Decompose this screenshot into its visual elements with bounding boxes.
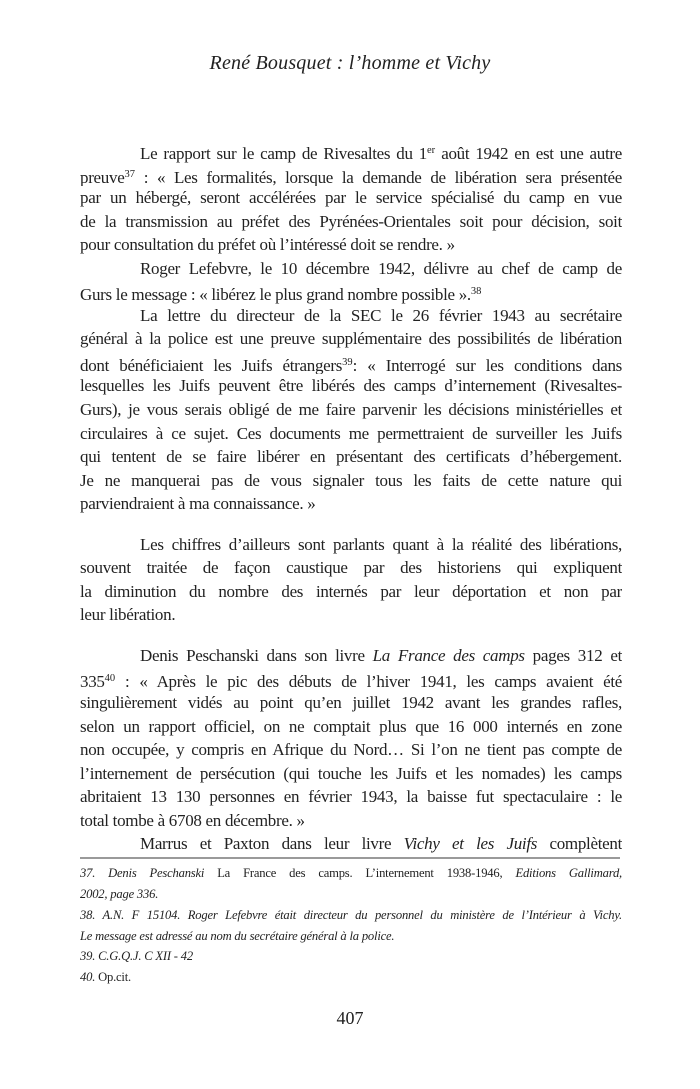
footnote-line — [80, 926, 622, 947]
text-segment: Gurs), je vous serais obligé de me faire parvenir les décisions ministérielles et — [80, 400, 622, 420]
text-segment: 335 — [80, 672, 105, 692]
footnote-line — [80, 946, 622, 967]
book-title: Vichy et les Juifs — [403, 834, 538, 854]
footnote — [80, 863, 622, 905]
text-segment: 38. A.N. F 15104. Roger Lefebvre était directeur du personnel du ministère de l’Intérieur à Vichy. — [80, 907, 622, 922]
text-segment: Je ne manquerai pas de vous signaler tous les faits de cette nature qui — [80, 470, 622, 490]
text-segment: pour consultation du préfet où l’intéressé doit se rendre. » — [80, 235, 455, 255]
text-line — [80, 580, 622, 604]
footnote-marker: 37 — [124, 168, 135, 180]
footnote-marker: er — [426, 145, 436, 156]
text-segment: 39. C.G.Q.J. C XII - 42 — [80, 949, 193, 964]
text-segment: total tombe à 6708 en décembre. » — [80, 810, 305, 830]
text-line — [80, 738, 622, 762]
text-segment: qui tentent de se faire libérer en présentant des certificats d’hébergement. — [80, 447, 622, 467]
text-line — [80, 785, 622, 809]
paragraph — [80, 533, 622, 627]
text-segment: souvent traitée de façon caustique par des historiens qui expliquent — [80, 558, 622, 578]
text-line — [80, 533, 622, 557]
footnote — [80, 967, 622, 988]
paragraph — [80, 139, 622, 257]
body-text — [80, 139, 622, 988]
text-segment: Le rapport sur le camp de Rivesaltes du 1 — [140, 144, 427, 163]
text-line — [80, 809, 622, 833]
text-segment: Denis Peschanski dans son livre — [140, 645, 373, 665]
text-line — [80, 304, 622, 328]
text-segment: abritaient 13 130 personnes en février 1943, la baisse fut spectaculaire : le — [80, 787, 622, 807]
text-segment: Gurs le message : « libérez le plus grand nombre possible ». — [80, 285, 471, 304]
text-segment: Les chiffres d’ailleurs sont parlants quant à la réalité des libérations, — [140, 534, 622, 554]
text-line — [80, 351, 622, 375]
text-line — [80, 445, 622, 469]
text-segment: parviendraient à ma connaissance. » — [80, 494, 316, 514]
text-line — [80, 603, 622, 627]
text-segment: Marrus et Paxton dans leur livre — [140, 834, 404, 854]
text-segment: l’internement de persécution (qui touche les Juifs et les nomades) les camps — [80, 763, 622, 783]
text-segment: lesquelles les Juifs peuvent être libérés des camps d’internement (Rivesaltes- — [80, 376, 622, 396]
book-title: La France des camps — [372, 645, 525, 665]
paragraph — [80, 832, 622, 856]
text-segment: Le message est adressé au nom du secrétaire général à la police. — [80, 928, 395, 943]
text-segment: preuve — [80, 167, 125, 187]
text-segment: : « Après le pic des débuts de l’hiver 1941, les camps avaient été — [115, 672, 622, 692]
text-line — [80, 715, 622, 739]
paragraph-container — [80, 139, 622, 856]
text-line — [80, 186, 622, 210]
text-segment: général à la police est une preuve supplémentaire des possibilités de libération — [80, 329, 622, 349]
footnote-line — [80, 884, 622, 905]
text-segment: 2002, page 336. — [80, 886, 159, 901]
text-line — [80, 762, 622, 786]
text-segment: Roger Lefebvre, le 10 décembre 1942, délivre au chef de camp de — [140, 258, 622, 278]
text-line — [80, 644, 622, 668]
footnote-line — [80, 905, 622, 926]
text-line — [80, 374, 622, 398]
footnotes — [80, 863, 622, 988]
text-segment: 40. — [80, 970, 96, 985]
text-line — [80, 691, 622, 715]
footnote-marker: 40 — [104, 673, 116, 685]
text-segment: Op.cit. — [95, 970, 131, 985]
text-line — [80, 469, 622, 493]
text-line — [80, 398, 622, 422]
text-segment: La France des camps. L’internement 1938-1946, — [204, 865, 516, 880]
footnote-marker: 39 — [342, 356, 353, 368]
text-segment: août 1942 en est une autre — [435, 144, 622, 163]
footnote — [80, 905, 622, 947]
text-segment: de la transmission au préfet des Pyrénées-Orientales soit pour décision, soit — [80, 211, 622, 231]
text-line — [80, 233, 622, 257]
text-segment: dont bénéficiaient les Juifs étrangers — [80, 355, 343, 375]
text-line — [80, 327, 622, 351]
text-segment: la diminution du nombre des internés par leur déportation et non par — [80, 581, 622, 601]
text-line — [80, 556, 622, 580]
text-line — [80, 422, 622, 446]
footnote-marker: 38 — [470, 286, 482, 298]
text-line — [80, 257, 622, 281]
text-segment: circulaires à ce sujet. Ces documents me permettraient de surveiller les Juifs — [80, 423, 622, 443]
text-segment: : « Les formalités, lorsque la demande de libération sera présentée — [134, 167, 622, 187]
footnote-separator — [80, 857, 620, 859]
footnote-line — [80, 863, 622, 884]
text-segment: La lettre du directeur de la SEC le 26 février 1943 au secrétaire — [140, 305, 622, 325]
footnote-line — [80, 967, 622, 988]
text-segment: complètent — [537, 834, 622, 854]
paragraph — [80, 304, 622, 516]
page-number: 407 — [336, 1008, 364, 1028]
paragraph — [80, 644, 622, 832]
running-header: René Bousquet : l’homme et Vichy — [209, 52, 491, 74]
text-segment: pages 312 et — [524, 645, 622, 665]
text-segment: : « Interrogé sur les conditions dans — [352, 355, 622, 375]
text-line — [80, 139, 622, 163]
text-segment: leur libération. — [80, 605, 176, 625]
text-line — [80, 210, 622, 234]
text-segment: par un hébergé, seront accélérées par le service spécialisé du camp en vue — [80, 188, 622, 208]
text-segment: singulièrement vidés au point qu’en juillet 1942 avant les grandes rafles, — [80, 693, 622, 713]
text-segment: 37. Denis Peschanski — [80, 865, 205, 880]
text-segment: selon un rapport officiel, on ne comptait plus que 16 000 internés en zone — [80, 716, 622, 736]
paragraph — [80, 257, 622, 304]
text-segment: Editions Gallimard, — [515, 865, 622, 880]
text-line — [80, 492, 622, 516]
text-line — [80, 832, 622, 856]
text-line — [80, 163, 622, 187]
text-line — [80, 280, 622, 304]
text-segment: non occupée, y compris en Afrique du Nord… Si l’on ne tient pas compte de — [80, 740, 622, 760]
footnote — [80, 946, 622, 967]
text-line — [80, 667, 622, 691]
